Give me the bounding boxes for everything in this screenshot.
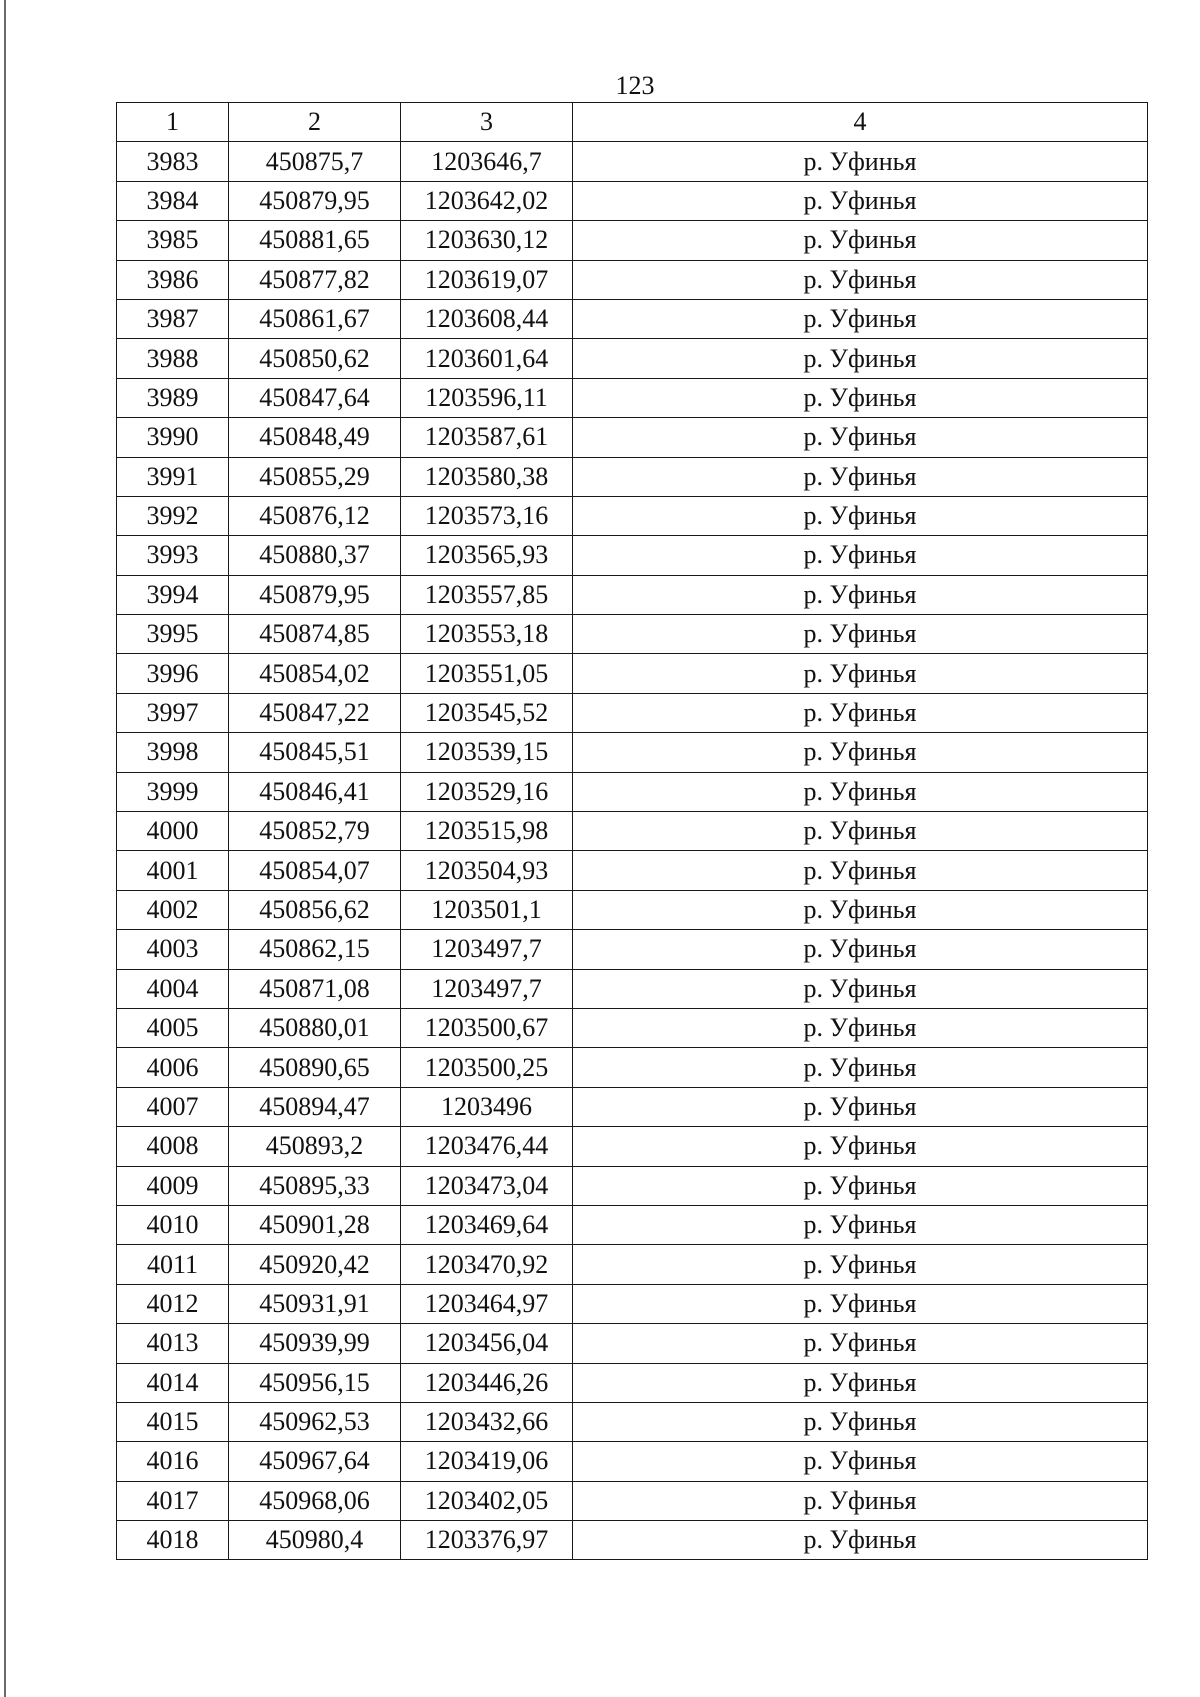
x-coordinate-cell: 450855,29 — [229, 457, 401, 496]
description-cell: р. Уфинья — [573, 221, 1148, 260]
x-coordinate-cell: 450890,65 — [229, 1048, 401, 1087]
description-cell: р. Уфинья — [573, 536, 1148, 575]
table-row — [117, 693, 1148, 732]
table-row — [117, 457, 1148, 496]
x-coordinate-cell: 450876,12 — [229, 496, 401, 535]
description-cell: р. Уфинья — [573, 1166, 1148, 1205]
description-cell: р. Уфинья — [573, 615, 1148, 654]
description-cell: р. Уфинья — [573, 1481, 1148, 1520]
description-cell: р. Уфинья — [573, 772, 1148, 811]
point-number-cell: 3993 — [117, 536, 229, 575]
x-coordinate-cell: 450980,4 — [229, 1521, 401, 1560]
y-coordinate-cell: 1203470,92 — [401, 1245, 573, 1284]
y-coordinate-cell: 1203497,7 — [401, 969, 573, 1008]
point-number-cell: 3987 — [117, 299, 229, 338]
table-row — [117, 1324, 1148, 1363]
point-number-cell: 3999 — [117, 772, 229, 811]
y-coordinate-cell: 1203580,38 — [401, 457, 573, 496]
point-number-cell: 4005 — [117, 1008, 229, 1047]
point-number-cell: 4014 — [117, 1363, 229, 1402]
x-coordinate-cell: 450893,2 — [229, 1127, 401, 1166]
table-row — [117, 142, 1148, 181]
table-row — [117, 1442, 1148, 1481]
description-cell: р. Уфинья — [573, 654, 1148, 693]
x-coordinate-cell: 450854,02 — [229, 654, 401, 693]
y-coordinate-cell: 1203630,12 — [401, 221, 573, 260]
point-number-cell: 3997 — [117, 693, 229, 732]
description-cell: р. Уфинья — [573, 1245, 1148, 1284]
y-coordinate-cell: 1203446,26 — [401, 1363, 573, 1402]
table-row — [117, 733, 1148, 772]
y-coordinate-cell: 1203456,04 — [401, 1324, 573, 1363]
table-row — [117, 1481, 1148, 1520]
x-coordinate-cell: 450895,33 — [229, 1166, 401, 1205]
header-cell-col-1: 1 — [117, 103, 229, 142]
y-coordinate-cell: 1203646,7 — [401, 142, 573, 181]
y-coordinate-cell: 1203529,16 — [401, 772, 573, 811]
point-number-cell: 4017 — [117, 1481, 229, 1520]
point-number-cell: 4001 — [117, 851, 229, 890]
y-coordinate-cell: 1203476,44 — [401, 1127, 573, 1166]
point-number-cell: 4011 — [117, 1245, 229, 1284]
x-coordinate-cell: 450901,28 — [229, 1205, 401, 1244]
y-coordinate-cell: 1203553,18 — [401, 615, 573, 654]
table-row — [117, 575, 1148, 614]
x-coordinate-cell: 450861,67 — [229, 299, 401, 338]
point-number-cell: 3984 — [117, 181, 229, 220]
table-row — [117, 378, 1148, 417]
table-row — [117, 339, 1148, 378]
header-cell-col-3: 3 — [401, 103, 573, 142]
table-header-row — [117, 103, 1148, 142]
point-number-cell: 4013 — [117, 1324, 229, 1363]
x-coordinate-cell: 450852,79 — [229, 812, 401, 851]
y-coordinate-cell: 1203432,66 — [401, 1402, 573, 1441]
description-cell: р. Уфинья — [573, 1205, 1148, 1244]
table-row — [117, 1166, 1148, 1205]
description-cell: р. Уфинья — [573, 1521, 1148, 1560]
x-coordinate-cell: 450850,62 — [229, 339, 401, 378]
description-cell: р. Уфинья — [573, 575, 1148, 614]
y-coordinate-cell: 1203619,07 — [401, 260, 573, 299]
y-coordinate-cell: 1203596,11 — [401, 378, 573, 417]
x-coordinate-cell: 450845,51 — [229, 733, 401, 772]
description-cell: р. Уфинья — [573, 339, 1148, 378]
description-cell: р. Уфинья — [573, 260, 1148, 299]
y-coordinate-cell: 1203573,16 — [401, 496, 573, 535]
description-cell: р. Уфинья — [573, 733, 1148, 772]
y-coordinate-cell: 1203497,7 — [401, 930, 573, 969]
x-coordinate-cell: 450847,64 — [229, 378, 401, 417]
table-row — [117, 812, 1148, 851]
x-coordinate-cell: 450848,49 — [229, 418, 401, 457]
table-row — [117, 1521, 1148, 1560]
point-number-cell: 3994 — [117, 575, 229, 614]
table-row — [117, 930, 1148, 969]
table-row — [117, 496, 1148, 535]
point-number-cell: 4016 — [117, 1442, 229, 1481]
table-row — [117, 181, 1148, 220]
y-coordinate-cell: 1203419,06 — [401, 1442, 573, 1481]
x-coordinate-cell: 450920,42 — [229, 1245, 401, 1284]
description-cell: р. Уфинья — [573, 181, 1148, 220]
point-number-cell: 4004 — [117, 969, 229, 1008]
description-cell: р. Уфинья — [573, 930, 1148, 969]
table-row — [117, 1087, 1148, 1126]
x-coordinate-cell: 450847,22 — [229, 693, 401, 732]
x-coordinate-cell: 450939,99 — [229, 1324, 401, 1363]
y-coordinate-cell: 1203500,25 — [401, 1048, 573, 1087]
point-number-cell: 4002 — [117, 890, 229, 929]
point-number-cell: 3988 — [117, 339, 229, 378]
page-number: 123 — [615, 71, 655, 100]
description-cell: р. Уфинья — [573, 1324, 1148, 1363]
description-cell: р. Уфинья — [573, 1008, 1148, 1047]
y-coordinate-cell: 1203496 — [401, 1087, 573, 1126]
point-number-cell: 4000 — [117, 812, 229, 851]
y-coordinate-cell: 1203473,04 — [401, 1166, 573, 1205]
table-row — [117, 299, 1148, 338]
point-number-cell: 3995 — [117, 615, 229, 654]
y-coordinate-cell: 1203504,93 — [401, 851, 573, 890]
x-coordinate-cell: 450877,82 — [229, 260, 401, 299]
header-cell-col-2: 2 — [229, 103, 401, 142]
description-cell: р. Уфинья — [573, 457, 1148, 496]
description-cell: р. Уфинья — [573, 496, 1148, 535]
description-cell: р. Уфинья — [573, 142, 1148, 181]
description-cell: р. Уфинья — [573, 378, 1148, 417]
y-coordinate-cell: 1203557,85 — [401, 575, 573, 614]
description-cell: р. Уфинья — [573, 693, 1148, 732]
description-cell: р. Уфинья — [573, 969, 1148, 1008]
point-number-cell: 3989 — [117, 378, 229, 417]
x-coordinate-cell: 450881,65 — [229, 221, 401, 260]
y-coordinate-cell: 1203500,67 — [401, 1008, 573, 1047]
x-coordinate-cell: 450871,08 — [229, 969, 401, 1008]
description-cell: р. Уфинья — [573, 299, 1148, 338]
description-cell: р. Уфинья — [573, 890, 1148, 929]
table-row — [117, 615, 1148, 654]
point-number-cell: 4006 — [117, 1048, 229, 1087]
point-number-cell: 3986 — [117, 260, 229, 299]
point-number-cell: 4008 — [117, 1127, 229, 1166]
table-row — [117, 1245, 1148, 1284]
description-cell: р. Уфинья — [573, 1284, 1148, 1323]
table-row — [117, 1402, 1148, 1441]
point-number-cell: 3992 — [117, 496, 229, 535]
table-row — [117, 890, 1148, 929]
table-row — [117, 221, 1148, 260]
y-coordinate-cell: 1203402,05 — [401, 1481, 573, 1520]
y-coordinate-cell: 1203539,15 — [401, 733, 573, 772]
x-coordinate-cell: 450967,64 — [229, 1442, 401, 1481]
description-cell: р. Уфинья — [573, 812, 1148, 851]
description-cell: р. Уфинья — [573, 1087, 1148, 1126]
point-number-cell: 4012 — [117, 1284, 229, 1323]
description-cell: р. Уфинья — [573, 851, 1148, 890]
y-coordinate-cell: 1203515,98 — [401, 812, 573, 851]
point-number-cell: 4003 — [117, 930, 229, 969]
y-coordinate-cell: 1203501,1 — [401, 890, 573, 929]
y-coordinate-cell: 1203469,64 — [401, 1205, 573, 1244]
description-cell: р. Уфинья — [573, 1402, 1148, 1441]
y-coordinate-cell: 1203464,97 — [401, 1284, 573, 1323]
x-coordinate-cell: 450956,15 — [229, 1363, 401, 1402]
y-coordinate-cell: 1203608,44 — [401, 299, 573, 338]
x-coordinate-cell: 450880,01 — [229, 1008, 401, 1047]
table-row — [117, 772, 1148, 811]
table-row — [117, 260, 1148, 299]
point-number-cell: 3998 — [117, 733, 229, 772]
table-row — [117, 1008, 1148, 1047]
header-cell-col-4: 4 — [573, 103, 1148, 142]
point-number-cell: 3996 — [117, 654, 229, 693]
table-row — [117, 1048, 1148, 1087]
description-cell: р. Уфинья — [573, 1048, 1148, 1087]
description-cell: р. Уфинья — [573, 1127, 1148, 1166]
table-row — [117, 654, 1148, 693]
y-coordinate-cell: 1203551,05 — [401, 654, 573, 693]
scan-edge-line — [4, 0, 6, 1697]
y-coordinate-cell: 1203565,93 — [401, 536, 573, 575]
table-row — [117, 1363, 1148, 1402]
x-coordinate-cell: 450962,53 — [229, 1402, 401, 1441]
x-coordinate-cell: 450894,47 — [229, 1087, 401, 1126]
description-cell: р. Уфинья — [573, 418, 1148, 457]
x-coordinate-cell: 450880,37 — [229, 536, 401, 575]
coordinates-table — [116, 102, 1148, 1560]
point-number-cell: 3983 — [117, 142, 229, 181]
description-cell: р. Уфинья — [573, 1442, 1148, 1481]
table-row — [117, 969, 1148, 1008]
table-row — [117, 1284, 1148, 1323]
y-coordinate-cell: 1203642,02 — [401, 181, 573, 220]
point-number-cell: 3991 — [117, 457, 229, 496]
x-coordinate-cell: 450879,95 — [229, 575, 401, 614]
y-coordinate-cell: 1203601,64 — [401, 339, 573, 378]
table-row — [117, 1205, 1148, 1244]
y-coordinate-cell: 1203587,61 — [401, 418, 573, 457]
point-number-cell: 3990 — [117, 418, 229, 457]
description-cell: р. Уфинья — [573, 1363, 1148, 1402]
x-coordinate-cell: 450856,62 — [229, 890, 401, 929]
y-coordinate-cell: 1203545,52 — [401, 693, 573, 732]
point-number-cell: 4009 — [117, 1166, 229, 1205]
table-row — [117, 536, 1148, 575]
point-number-cell: 4010 — [117, 1205, 229, 1244]
x-coordinate-cell: 450931,91 — [229, 1284, 401, 1323]
x-coordinate-cell: 450874,85 — [229, 615, 401, 654]
table-body — [117, 142, 1148, 1560]
x-coordinate-cell: 450968,06 — [229, 1481, 401, 1520]
x-coordinate-cell: 450846,41 — [229, 772, 401, 811]
y-coordinate-cell: 1203376,97 — [401, 1521, 573, 1560]
point-number-cell: 4015 — [117, 1402, 229, 1441]
x-coordinate-cell: 450862,15 — [229, 930, 401, 969]
x-coordinate-cell: 450879,95 — [229, 181, 401, 220]
point-number-cell: 4018 — [117, 1521, 229, 1560]
table-row — [117, 851, 1148, 890]
x-coordinate-cell: 450875,7 — [229, 142, 401, 181]
table-row — [117, 418, 1148, 457]
table-row — [117, 1127, 1148, 1166]
point-number-cell: 3985 — [117, 221, 229, 260]
point-number-cell: 4007 — [117, 1087, 229, 1126]
x-coordinate-cell: 450854,07 — [229, 851, 401, 890]
